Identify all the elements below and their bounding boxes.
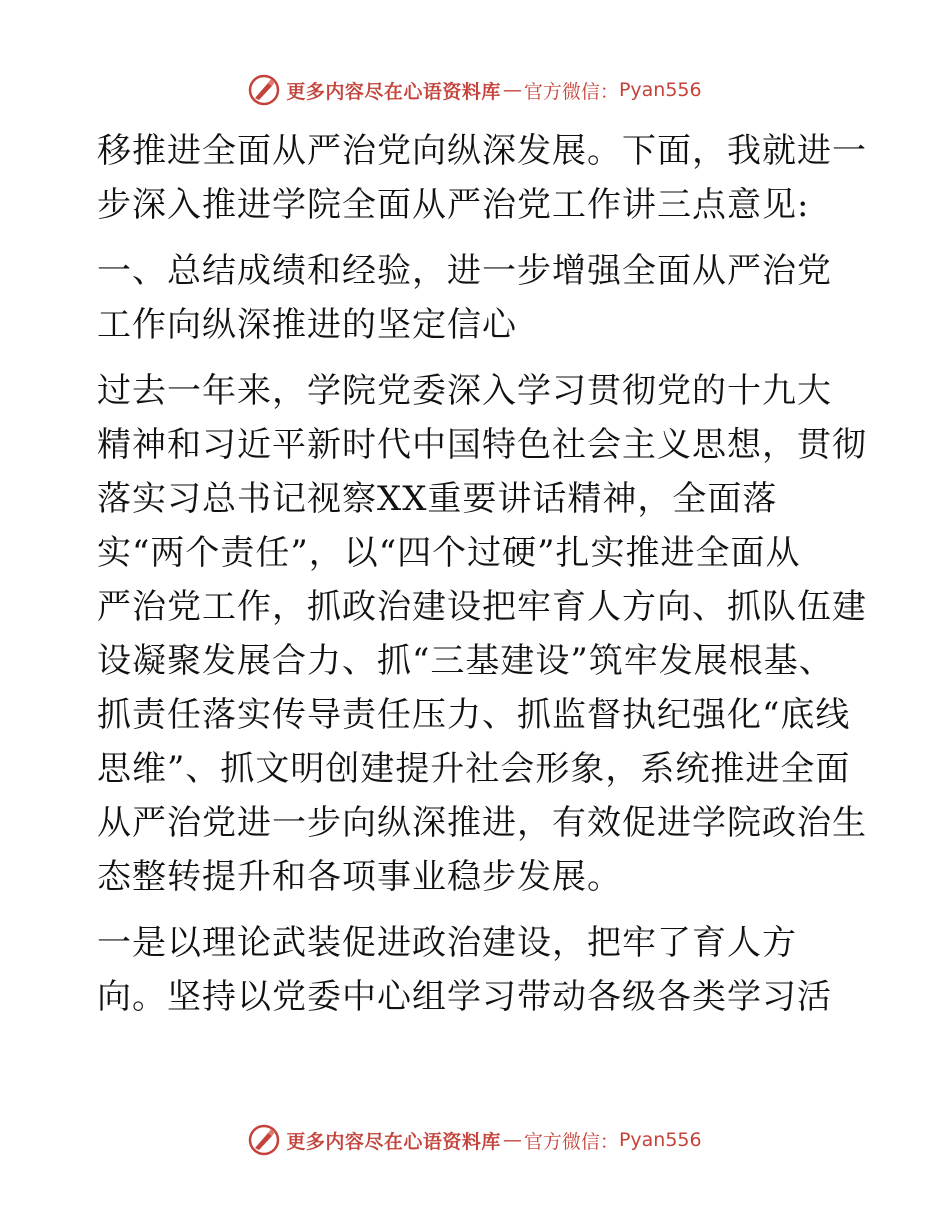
text-line: 态整转提升和各项事业稳步发展。 xyxy=(97,857,622,897)
text-line: 思维”、抓文明创建提升社会形象，系统推进全面 xyxy=(97,749,851,789)
watermark-wechat-handle: Pyan556 xyxy=(618,1129,702,1151)
watermark-main-text: 更多内容尽在心语资料库 xyxy=(286,1130,501,1153)
watermark-wechat-label: 官方微信： xyxy=(523,1130,619,1153)
body-paragraph-2 xyxy=(97,916,857,1024)
text-line: 一是以理论武装促进政治建设，把牢了育人方 xyxy=(97,923,797,963)
heading-line: 工作向纵深推进的坚定信心 xyxy=(97,305,517,345)
text-line: 从严治党进一步向纵深推进，有效促进学院政治生 xyxy=(97,803,867,843)
body-paragraph-1 xyxy=(97,364,867,904)
watermark-separator: — xyxy=(502,1129,522,1151)
text-line: 设凝聚发展合力、抓“三基建设”筑牢发展根基、 xyxy=(97,641,834,681)
text-line: 精神和习近平新时代中国特色社会主义思想，贯彻 xyxy=(97,425,867,465)
text-line: 移推进全面从严治党向纵深发展。下面，我就进一 xyxy=(97,131,867,171)
heading-line: 一、总结成绩和经验，进一步增强全面从严治党 xyxy=(97,251,832,291)
watermark-wechat-handle: Pyan556 xyxy=(618,79,702,101)
intro-paragraph xyxy=(97,124,867,232)
text-line: 过去一年来，学院党委深入学习贯彻党的十九大 xyxy=(97,371,832,411)
section-heading xyxy=(97,244,857,352)
quill-pen-logo-icon xyxy=(248,74,280,106)
text-line: 实“两个责任”，以“四个过硬”扎实推进全面从 xyxy=(97,533,801,573)
text-line: 向。坚持以党委中心组学习带动各级各类学习活 xyxy=(97,977,832,1017)
footer-watermark-banner xyxy=(0,1120,950,1160)
watermark-wechat-label: 官方微信： xyxy=(523,80,619,103)
quill-pen-logo-icon xyxy=(248,1124,280,1156)
header-watermark-banner xyxy=(0,70,950,110)
text-line: 严治党工作，抓政治建设把牢育人方向、抓队伍建 xyxy=(97,587,867,627)
document-body xyxy=(97,124,867,1024)
watermark-main-text: 更多内容尽在心语资料库 xyxy=(286,80,501,103)
watermark-separator: — xyxy=(502,79,522,101)
text-line: 落实习总书记视察XX重要讲话精神，全面落 xyxy=(97,479,778,519)
text-line: 抓责任落实传导责任压力、抓监督执纪强化“底线 xyxy=(97,695,851,735)
text-line: 步深入推进学院全面从严治党工作讲三点意见: xyxy=(97,185,810,225)
